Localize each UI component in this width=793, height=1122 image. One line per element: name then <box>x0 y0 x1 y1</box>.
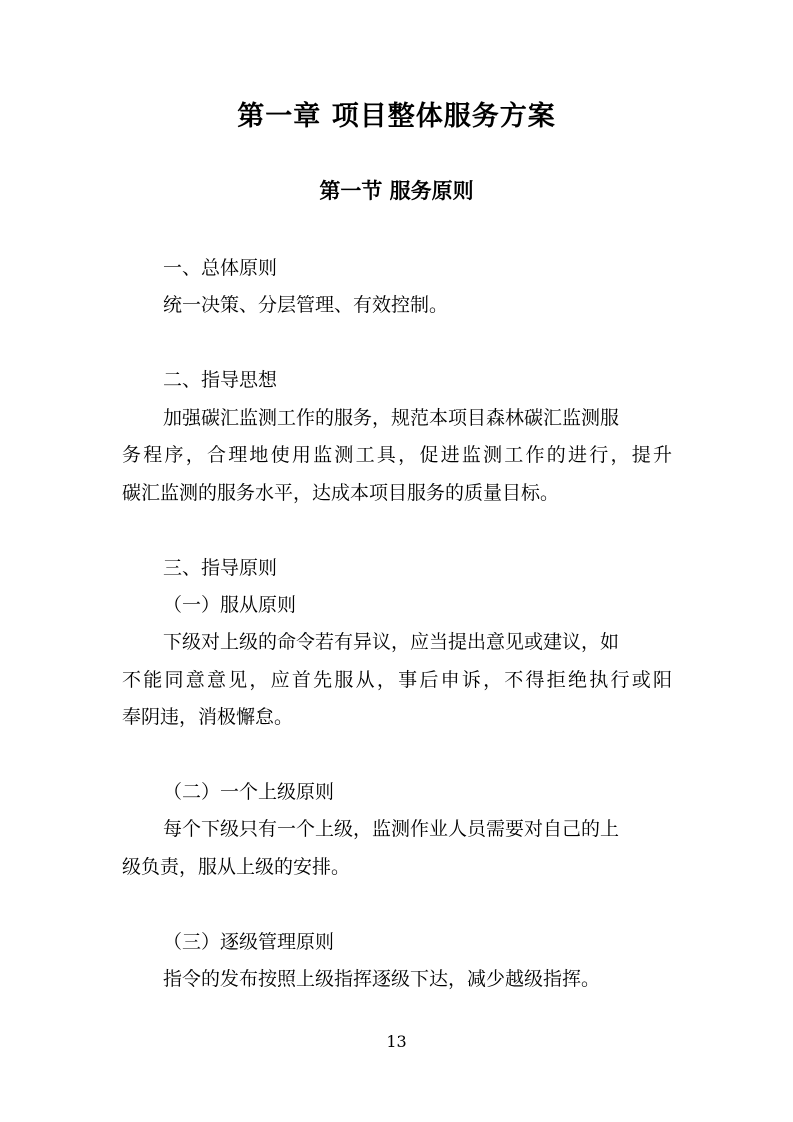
subheading-obedience-principle: （一）服从原则 <box>163 594 297 616</box>
paragraph-single-superior-line-2: 级负责，服从上级的安排。 <box>122 856 351 878</box>
page-number: 13 <box>386 1032 407 1051</box>
subheading-single-superior-principle: （二）一个上级原则 <box>163 781 335 803</box>
paragraph-general-principle: 统一决策、分层管理、有效控制。 <box>163 294 449 316</box>
paragraph-obedience-line-1: 下级对上级的命令若有异议，应当提出意见或建议，如 <box>163 631 620 653</box>
paragraph-obedience-line-2: 不能同意意见，应首先服从，事后申诉，不得拒绝执行或阳 <box>122 669 672 691</box>
heading-general-principle: 一、总体原则 <box>163 257 278 279</box>
paragraph-level-management-line-1: 指令的发布按照上级指挥逐级下达，减少越级指挥。 <box>163 968 601 990</box>
paragraph-guiding-thought-line-2: 务程序，合理地使用监测工具，促进监测工作的进行，提升 <box>122 444 672 466</box>
chapter-title: 第一章 项目整体服务方案 <box>237 101 556 132</box>
paragraph-single-superior-line-1: 每个下级只有一个上级，监测作业人员需要对自己的上 <box>163 818 620 840</box>
section-title: 第一节 服务原则 <box>319 178 474 203</box>
heading-guiding-principles: 三、指导原则 <box>163 557 278 579</box>
paragraph-obedience-line-3: 奉阴违，消极懈怠。 <box>122 706 294 728</box>
paragraph-guiding-thought-line-3: 碳汇监测的服务水平，达成本项目服务的质量目标。 <box>122 482 560 504</box>
paragraph-guiding-thought-line-1: 加强碳汇监测工作的服务，规范本项目森林碳汇监测服 <box>163 407 620 429</box>
heading-guiding-thought: 二、指导思想 <box>163 369 278 391</box>
subheading-level-management-principle: （三）逐级管理原则 <box>163 931 335 953</box>
